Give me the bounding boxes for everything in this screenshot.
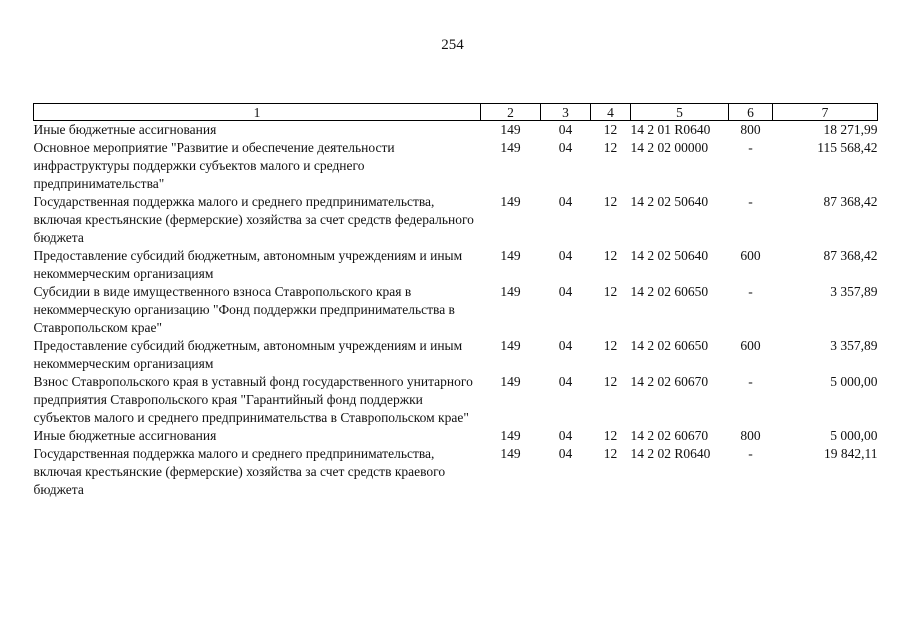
- row-col-3: 04: [558, 446, 573, 461]
- row-col-3: 04: [558, 374, 573, 389]
- table-row: [34, 247, 878, 283]
- row-col-7: 87 368,42: [823, 248, 878, 263]
- row-col-7: 18 271,99: [823, 122, 878, 137]
- table-row: [34, 283, 878, 337]
- table-row: [34, 427, 878, 445]
- row-name: Предоставление субсидий бюджетным, автономным учреждениям и иным некоммерческим организациям: [33, 338, 463, 371]
- row-col-7: 3 357,89: [830, 284, 878, 299]
- header-col-4: 4: [591, 104, 631, 121]
- row-col-7: 5 000,00: [830, 428, 878, 443]
- row-col-2: 149: [500, 194, 521, 209]
- header-row: [34, 104, 878, 121]
- row-col-6: 800: [740, 428, 761, 443]
- table-row: [34, 193, 878, 247]
- row-col-3: 04: [558, 248, 573, 263]
- header-col-5: 5: [631, 104, 729, 121]
- row-name: Взнос Ставропольского края в уставный фонд государственного унитарного предприятия Ставропольского края "Гарантийный фонд поддержки субъектов малого и среднего предпринимательства в Ставропольском крае": [33, 374, 473, 425]
- row-col-6: -: [748, 446, 753, 461]
- row-col-3: 04: [558, 338, 573, 353]
- table-row: [34, 373, 878, 427]
- row-col-2: 149: [500, 284, 521, 299]
- header-col-3: 3: [541, 104, 591, 121]
- row-col-5: 14 2 02 50640: [630, 248, 709, 263]
- row-col-7: 5 000,00: [830, 374, 878, 389]
- row-col-5: 14 2 02 60670: [630, 374, 709, 389]
- row-col-6: -: [748, 374, 753, 389]
- table-row: [34, 139, 878, 193]
- table-row: [34, 337, 878, 373]
- row-col-6: -: [748, 140, 753, 155]
- row-col-3: 04: [558, 140, 573, 155]
- row-col-4: 12: [603, 140, 618, 155]
- row-name: Государственная поддержка малого и среднего предпринимательства, включая крестьянские (фермерские) хозяйства за счет средств краевого бюджета: [33, 446, 446, 497]
- row-col-5: 14 2 02 60670: [630, 428, 709, 443]
- row-col-5: 14 2 01 R0640: [630, 122, 711, 137]
- row-col-2: 149: [500, 428, 521, 443]
- row-col-6: -: [748, 284, 753, 299]
- row-col-5: 14 2 02 60650: [630, 284, 709, 299]
- table-row: [34, 445, 878, 499]
- row-col-2: 149: [500, 446, 521, 461]
- row-col-4: 12: [603, 374, 618, 389]
- row-col-2: 149: [500, 374, 521, 389]
- row-col-5: 14 2 02 00000: [630, 140, 709, 155]
- row-col-2: 149: [500, 122, 521, 137]
- row-col-7: 87 368,42: [823, 194, 878, 209]
- row-col-7: 19 842,11: [824, 446, 878, 461]
- row-col-4: 12: [603, 446, 618, 461]
- header-col-7: 7: [773, 104, 878, 121]
- row-col-5: 14 2 02 60650: [630, 338, 709, 353]
- row-col-2: 149: [500, 248, 521, 263]
- row-name: Иные бюджетные ассигнования: [33, 122, 217, 137]
- row-col-4: 12: [603, 194, 618, 209]
- header-col-2: 2: [481, 104, 541, 121]
- row-col-4: 12: [603, 122, 618, 137]
- row-col-4: 12: [603, 338, 618, 353]
- budget-table: [33, 103, 878, 499]
- row-col-3: 04: [558, 428, 573, 443]
- page-number: 254: [441, 37, 464, 53]
- row-name: Государственная поддержка малого и среднего предпринимательства, включая крестьянские (фермерские) хозяйства за счет средств федерального бюджета: [33, 194, 474, 245]
- row-col-3: 04: [558, 284, 573, 299]
- row-col-6: 600: [740, 248, 761, 263]
- header-col-6: 6: [729, 104, 773, 121]
- row-col-4: 12: [603, 284, 618, 299]
- row-col-2: 149: [500, 338, 521, 353]
- table-row: [34, 121, 878, 140]
- row-col-5: 14 2 02 50640: [630, 194, 709, 209]
- row-col-5: 14 2 02 R0640: [630, 446, 711, 461]
- row-col-7: 3 357,89: [830, 338, 878, 353]
- header-col-1: 1: [34, 104, 481, 121]
- row-col-3: 04: [558, 194, 573, 209]
- row-col-3: 04: [558, 122, 573, 137]
- row-name: Иные бюджетные ассигнования: [33, 428, 217, 443]
- row-name: Основное мероприятие "Развитие и обеспечение деятельности инфраструктуры поддержки субъектов малого и среднего предпринимательства": [33, 140, 395, 191]
- row-col-6: 600: [740, 338, 761, 353]
- row-col-7: 115 568,42: [817, 140, 878, 155]
- row-name: Субсидии в виде имущественного взноса Ставропольского края в некоммерческую организацию "Фонд поддержки предпринимательства в Ставропольском крае": [33, 284, 455, 335]
- row-col-6: -: [748, 194, 753, 209]
- row-col-6: 800: [740, 122, 761, 137]
- row-name: Предоставление субсидий бюджетным, автономным учреждениям и иным некоммерческим организациям: [33, 248, 463, 281]
- row-col-4: 12: [603, 428, 618, 443]
- row-col-4: 12: [603, 248, 618, 263]
- row-col-2: 149: [500, 140, 521, 155]
